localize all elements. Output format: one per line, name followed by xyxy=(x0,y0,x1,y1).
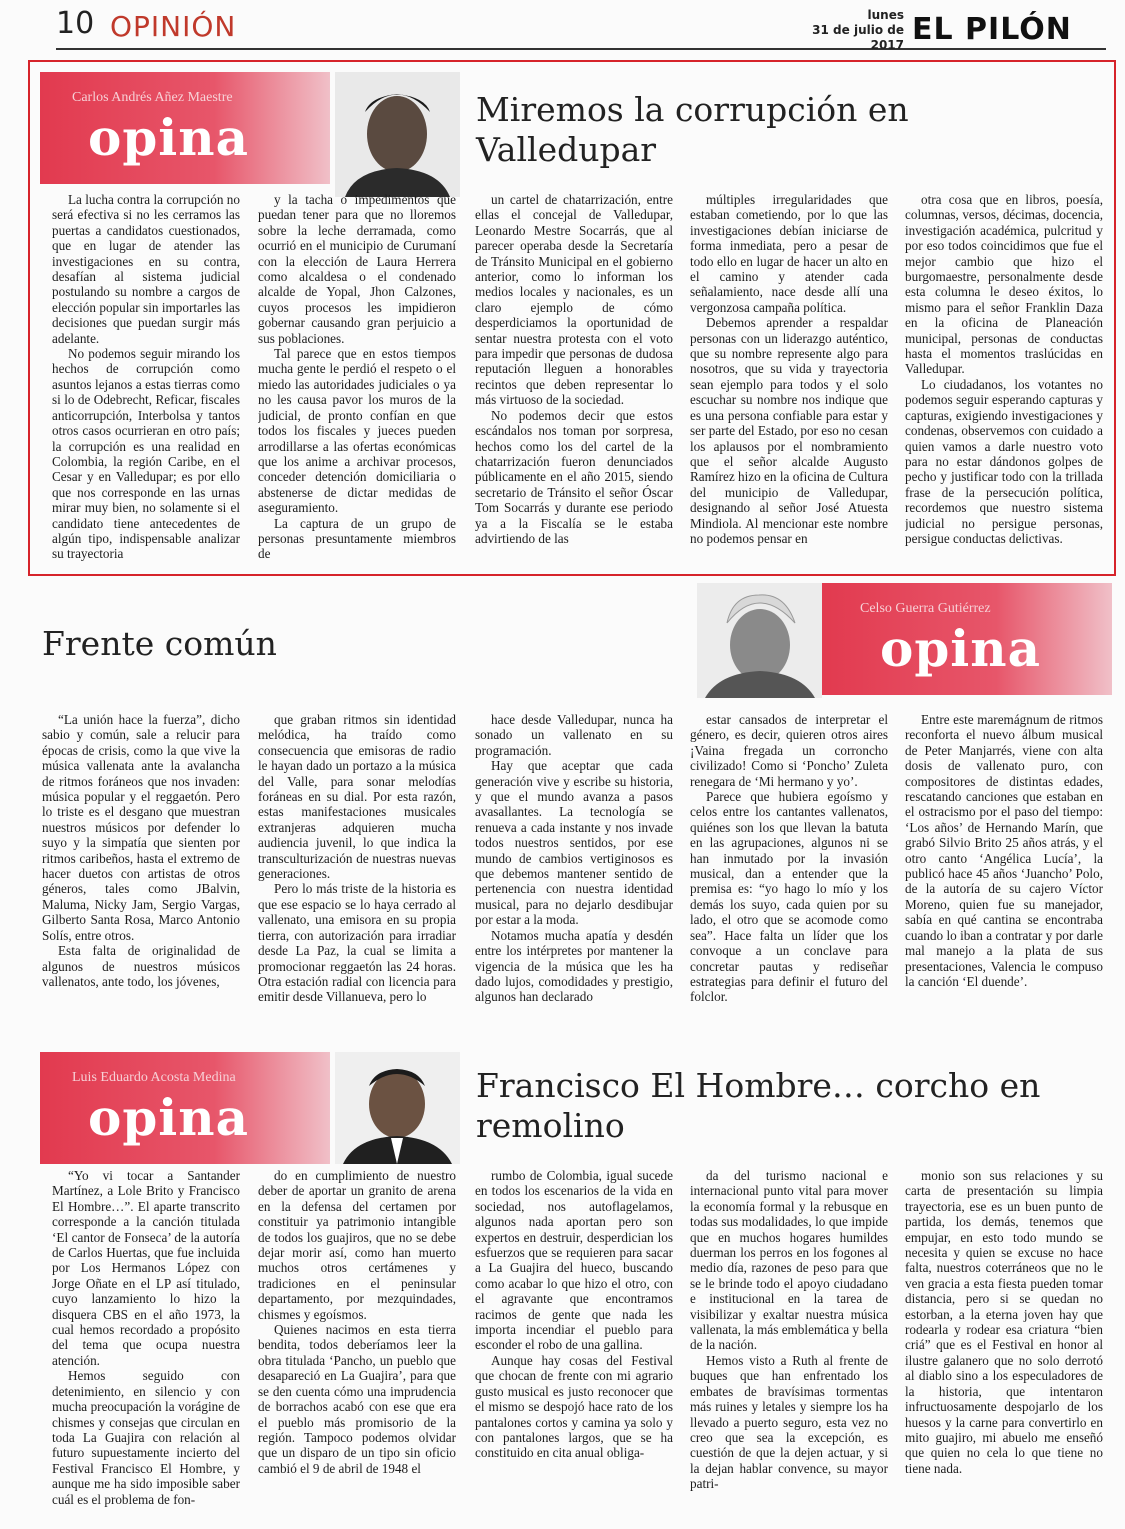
article-column xyxy=(690,192,888,570)
paragraph: Pero lo más triste de la historia es que ese espacio se lo haya cerrado al vallenato, una emisora en su propia tierra, con autorización para irradiar desde La Paz, la cual se limita a promocionar reggaetón las 24 horas. Otra estación radial con licencia para emitir desde Villanueva, pero lo xyxy=(258,881,456,1005)
issue-day: lunes xyxy=(867,8,904,22)
article-column xyxy=(690,712,888,1042)
paragraph: No podemos seguir mirando los hechos de corrupción como asuntos lejanos a estas tierras como si lo de Odebrecht, Reficar, fiscales anticorrupción, Interbolsa y tantos otros casos ocurrieran en otro país; la corrupción es una realidad en Colombia, la región Caribe, en el Cesar y en Valledupar; es por ello que nos corresponde en las urnas mirar muy bien, no solamente si el candidato tiene antecedentes de algún tipo, indispensable analizar su trayectoria xyxy=(52,346,240,562)
article-column xyxy=(258,192,456,570)
article-column xyxy=(905,712,1103,1042)
paragraph: Debemos aprender a respaldar personas con un liderazgo auténtico, que su nombre represente algo para nosotros, que su vida y trayectoria sean ejemplo para todos y el solo escuchar su nombre nos indique que es una persona confiable para estar y ser parte del Estado, por eso no cesan los aplausos por el nombramiento que el señor alcalde Augusto Ramírez hizo en la oficina de Cultura del municipio de Valledupar, designando al señor José Atuesta Mindiola. Al mencionar este nombre no podemos pensar en xyxy=(690,315,888,546)
article-column xyxy=(258,1168,456,1514)
paragraph: estar cansados de interpretar el género, es decir, quieren otros aires ¡Vaina fregada un corroncho civilizado! Como si ‘Poncho’ Zuleta renegara de ‘Mi hermano y yo’. xyxy=(690,712,888,789)
paragraph: do en cumplimiento de nuestro deber de aportar un granito de arena en la defensa del certamen por constituir ya patrimonio intangible de todos los guajiros, que no se debe dejar morir así, como han muerto muchos otros certámenes y tradiciones en el peninsular departamento, por mezquindades, chismes y egoísmos. xyxy=(258,1168,456,1322)
issue-date-text: 31 de julio de 2017 xyxy=(812,23,904,52)
author-name: Celso Guerra Gutiérrez xyxy=(860,601,991,616)
paragraph: hace desde Valledupar, nunca ha sonado un vallenato en su programación. xyxy=(475,712,673,758)
paragraph: La captura de un grupo de personas presuntamente miembros de xyxy=(258,515,456,562)
section-title: OPINIÓN xyxy=(110,10,237,43)
paragraph: “La unión hace la fuerza”, dicho sabio y común, sale a relucir para épocas de crisis, como la que vive la música vallenata ante la avalancha de ritmos foráneos que nos invaden: música popular y el reggaetón. Pero lo triste es el desgano que muestran nuestros músicos por defender lo suyo y la simpatía que sienten por ritmos caribeños, hasta el extremo de hacer duetos con artistas de otros géneros, tales como JBalvin, Maluma, Nicky Jam, Sergio Vargas, Gilberto Santa Rosa, Marco Antonio Solís, entre otros. xyxy=(42,712,240,943)
author-photo xyxy=(335,1052,460,1164)
opina-banner xyxy=(40,72,330,184)
paragraph: Hemos visto a Ruth al frente de buques que han enfrentado los embates de bravísimas tormentas más ruines y letales y siempre los ha llevado a puerto seguro, esta vez no creo que sea la excepción, es cuestión de que la dejen actuar, y si la dejan hablar convence, su mayor patri- xyxy=(690,1352,888,1492)
article-column xyxy=(475,712,673,1042)
paragraph: Esta falta de originalidad de algunos de nuestros músicos vallenatos, ante todo, los jóvenes, xyxy=(42,943,240,989)
paragraph: múltiples irregularidades que estaban cometiendo, por lo que las investigaciones debían iniciarse de forma inmediata, pero a pesar de todo ello en lugar de hacer un alto en el camino y atender cada señalamiento, nace desde allí una vergonzosa campaña política. xyxy=(690,192,888,315)
header-rule xyxy=(56,48,1106,50)
article-column xyxy=(475,1168,673,1514)
paragraph: que graban ritmos sin identidad melódica, ha traído como consecuencia que emisoras de radio le hayan dado un portazo a la música del Valle, para sonar melodías foráneas en su dial. Por esta razón, estas manifestaciones musicales extranjeras adquieren mucha audiencia juvenil, lo que indica la transculturización de nuestras nuevas generaciones. xyxy=(258,712,456,882)
paragraph: Entre este maremágnum de ritmos reconforta el nuevo álbum musical de Peter Manjarrés, viene con alta dosis de vallenato puro, con compositores de distintas edades, rescatando canciones que estaban en el ostracismo por el paso del tiempo: ‘Los años’ de Hernando Marín, que grabó Silvio Brito 25 años atrás, y el otro canto ‘Angélica Lucía’, la publicó hace 45 años ‘Juancho’ Polo, de la autoría de su cajero Víctor Moreno, quien fue su manejador, sabía en qué cantina se encontraba cuando lo iban a contratar y por darle mal manejo a la plata de sus presentaciones, Valencia le compuso la canción ‘El duende’. xyxy=(905,712,1103,989)
issue-date xyxy=(782,8,904,53)
page-number: 10 xyxy=(56,6,95,41)
article-headline: Francisco El Hombre… corcho en remolino xyxy=(476,1066,1041,1145)
paragraph: da del turismo nacional e internacional punto vital para mover la economía formal y la rebusque en todas sus modalidades, lo que impide que en muchos hogares humildes duerman los perros en los fogones al medio día, razones de peso para que se le brinde todo el apoyo ciudadano e institucional en la tarea de visibilizar y exaltar nuestra música vallenata, la más emblemática y bella de la nación. xyxy=(690,1168,888,1353)
author-name: Carlos Andrés Añez Maestre xyxy=(72,90,233,105)
author-photo xyxy=(335,72,460,197)
newspaper-logo: EL PILÓN xyxy=(912,12,1072,47)
author-name: Luis Eduardo Acosta Medina xyxy=(72,1070,236,1085)
opina-tag: opina xyxy=(880,619,1042,678)
article-column xyxy=(905,1168,1103,1514)
opina-banner xyxy=(822,583,1112,695)
paragraph: rumbo de Colombia, igual sucede en todos los escenarios de la vida en sociedad, nos autoflagelamos, algunos nada aportan pero son expertos en destruir, desperdician los esfuerzos que se requieren para sacar a La Guajira del hueco, buscando como acabar lo que hizo el otro, con el agravante que encontramos racimos de gente que nada les importa incendiar el pueblo para esconder el robo de una gallina. xyxy=(475,1168,673,1353)
paragraph: otra cosa que en libros, poesía, columnas, versos, décimas, docencia, investigación académica, pulcritud y por eso todos coincidimos que fue el mejor cambio que hizo el burgomaestre, personalmente desde esta columna le deseo éxitos, lo mismo para el señor Franklin Daza en la oficina de Planeación municipal, personas de conductas hasta el momentos traslúcidas en Valledupar. xyxy=(905,192,1103,377)
author-photo xyxy=(697,583,822,698)
article-headline: Frente común xyxy=(42,624,277,663)
opina-tag: opina xyxy=(88,1088,250,1147)
opina-banner xyxy=(40,1052,330,1164)
article-column xyxy=(475,192,673,570)
article-column xyxy=(52,192,240,570)
paragraph: Tal parece que en estos tiempos mucha gente le perdió el respeto o el miedo las autoridades judiciales o ya no les causa pavor los muros de la judicial, de pronto confían en que todos los fiscales y jueces pueden arrodillarse a las ofertas económicas que los anime a archivar procesos, conceder detención domiciliaria o abstenerse de dictar medidas de aseguramiento. xyxy=(258,346,456,516)
article-column xyxy=(690,1168,888,1514)
article-column xyxy=(905,192,1103,570)
article-column xyxy=(52,1168,240,1514)
paragraph: Quienes nacimos en esta tierra bendita, todos deberíamos leer la obra titulada ‘Pancho, un pueblo que desapareció en La Guajira’, para que se den cuenta cómo una imprudencia de borrachos acabó con ese que era el pueblo más promisorio de la región. Tampoco podemos olvidar que un disparo de un tipo sin oficio cambió el 9 de abril de 1948 el xyxy=(258,1322,456,1476)
article-column xyxy=(258,712,456,1042)
article-column xyxy=(42,712,240,1042)
paragraph: Parece que hubiera egoísmo y celos entre los cantantes vallenatos, quiénes son los que llevan la batuta en las agrupaciones, algunos ni se han inmutado por la invasión musical, dan a entender que la premisa es: “yo hago lo mío y los demás los suyo, cada quien por su lado, el otro que se acomode como sea”. Hace falta un líder que los convoque a un conclave para concretar pautas y rediseñar estrategias para definir el futuro del folclor. xyxy=(690,789,888,1005)
paragraph: Hemos seguido con detenimiento, en silencio y con mucha preocupación la vorágine de chismes y consejas que circulan en toda La Guajira con relación al futuro supuestamente incierto del Festival Francisco El Hombre, y aunque me ha sido imposible saber cuál es el problema de fon- xyxy=(52,1368,240,1507)
paragraph: La lucha contra la corrupción no será efectiva si no les cerramos las puertas a candidatos cuestionados, que en lugar de atender las investigaciones en su contra, desafían al sistema judicial postulando su nombre a cargos de elección popular sin importarles las decisiones que puedan surgir más adelante. xyxy=(52,192,240,346)
opina-tag: opina xyxy=(88,108,250,167)
paragraph: No podemos decir que estos escándalos nos toman por sorpresa, hechos como los del cartel de la chatarrización fueron denunciados públicamente en el año 2015, siendo secretario de Tránsito el señor Óscar Tom Socarrás y durante ese periodo ya a la Fiscalía se le estaba advirtiendo de las xyxy=(475,407,673,546)
paragraph: monio son sus relaciones y su carta de presentación su limpia trayectoria, ese es un buen punto de partida, los demás, tenemos que empujar, en esto todo mundo se necesita y quien se excuse no hace falta, nuestros coterráneos que no le ven gracia a esta fiesta pueden tomar distancia, pero si se quedan no estorban, a la eterna joven hay que rodearla y rodear esa criatura “bien criá” que es el Festival en honor al ilustre galanero que no solo derrotó al diablo sino a los especuladores de la historia, que intentaron infructuosamente despojarlo de los huesos y la carne para convertirlo en mito guajiro, mi abuelo me enseñó que quien no cela lo que tiene no tiene nada. xyxy=(905,1168,1103,1476)
paragraph: Aunque hay cosas del Festival que chocan de frente con mi agrario gusto musical es justo reconocer que el mismo se despojó hace rato de los pantalones cortos y camina ya solo y con pantalones largos, que se ha constituido en cita anual obliga- xyxy=(475,1352,673,1461)
paragraph: Hay que aceptar que cada generación vive y escribe su historia, y que el mundo avanza a pasos avasallantes. La tecnología se renueva a cada instante y nos invade todos nuestros sentidos, por ese mundo de cambios vertiginosos es que debemos mantener sentido de pertenencia con nuestra identidad musical, para no dejarlo desdibujar por estar a la moda. xyxy=(475,758,673,928)
article-headline: Miremos la corrupción en Valledupar xyxy=(476,90,909,169)
paragraph: “Yo vi tocar a Santander Martínez, a Lole Brito y Francisco El Hombre…”. El aparte transcrito corresponde a la canción titulada ‘El cantor de Fonseca’ de la autoría de Carlos Huertas, que fue incluida por Los Hermanos López con Jorge Oñate en el LP así titulado, cuyo lanzamiento lo hizo la disquera CBS en el año 1973, la cual hemos recordado a propósito del tema que ocupa nuestra atención. xyxy=(52,1168,240,1368)
paragraph: y la tacha o impedimentos que puedan tener para que no lloremos sobre la leche derramada, como ocurrió en el municipio de Curumaní con la elección de Laura Herrera como alcaldesa o el condenado alcalde de Yopal, Jhon Calzones, cuyos procesos les impidieron gobernar causando gran perjuicio a sus poblaciones. xyxy=(258,192,456,346)
paragraph: Notamos mucha apatía y desdén entre los intérpretes por mantener la vigencia de la música que les ha dado lujos, comodidades y prestigio, algunos han declarado xyxy=(475,927,673,1005)
paragraph: un cartel de chatarrización, entre ellas el concejal de Valledupar, Leonardo Mestre Socarrás, que al parecer operaba desde la Secretaría de Tránsito Municipal en el gobierno anterior, como lo informan los medios locales y nacionales, es un claro ejemplo de cómo desperdiciamos la oportunidad de sentar nuestra protesta con el voto para impedir que personas de dudosa reputación lleguen a honorables recintos que deben representar lo más virtuoso de la sociedad. xyxy=(475,192,673,408)
paragraph: Lo ciudadanos, los votantes no podemos seguir esperando capturas y capturas, exigiendo investigaciones y condenas, observemos con cuidado a quien vamos a darle nuestro voto para no estar dándonos golpes de pecho y justificar todo con la trillada frase de la persecución política, recordemos que nuestro sistema judicial no persigue personas, persigue conductas delictivas. xyxy=(905,376,1103,546)
